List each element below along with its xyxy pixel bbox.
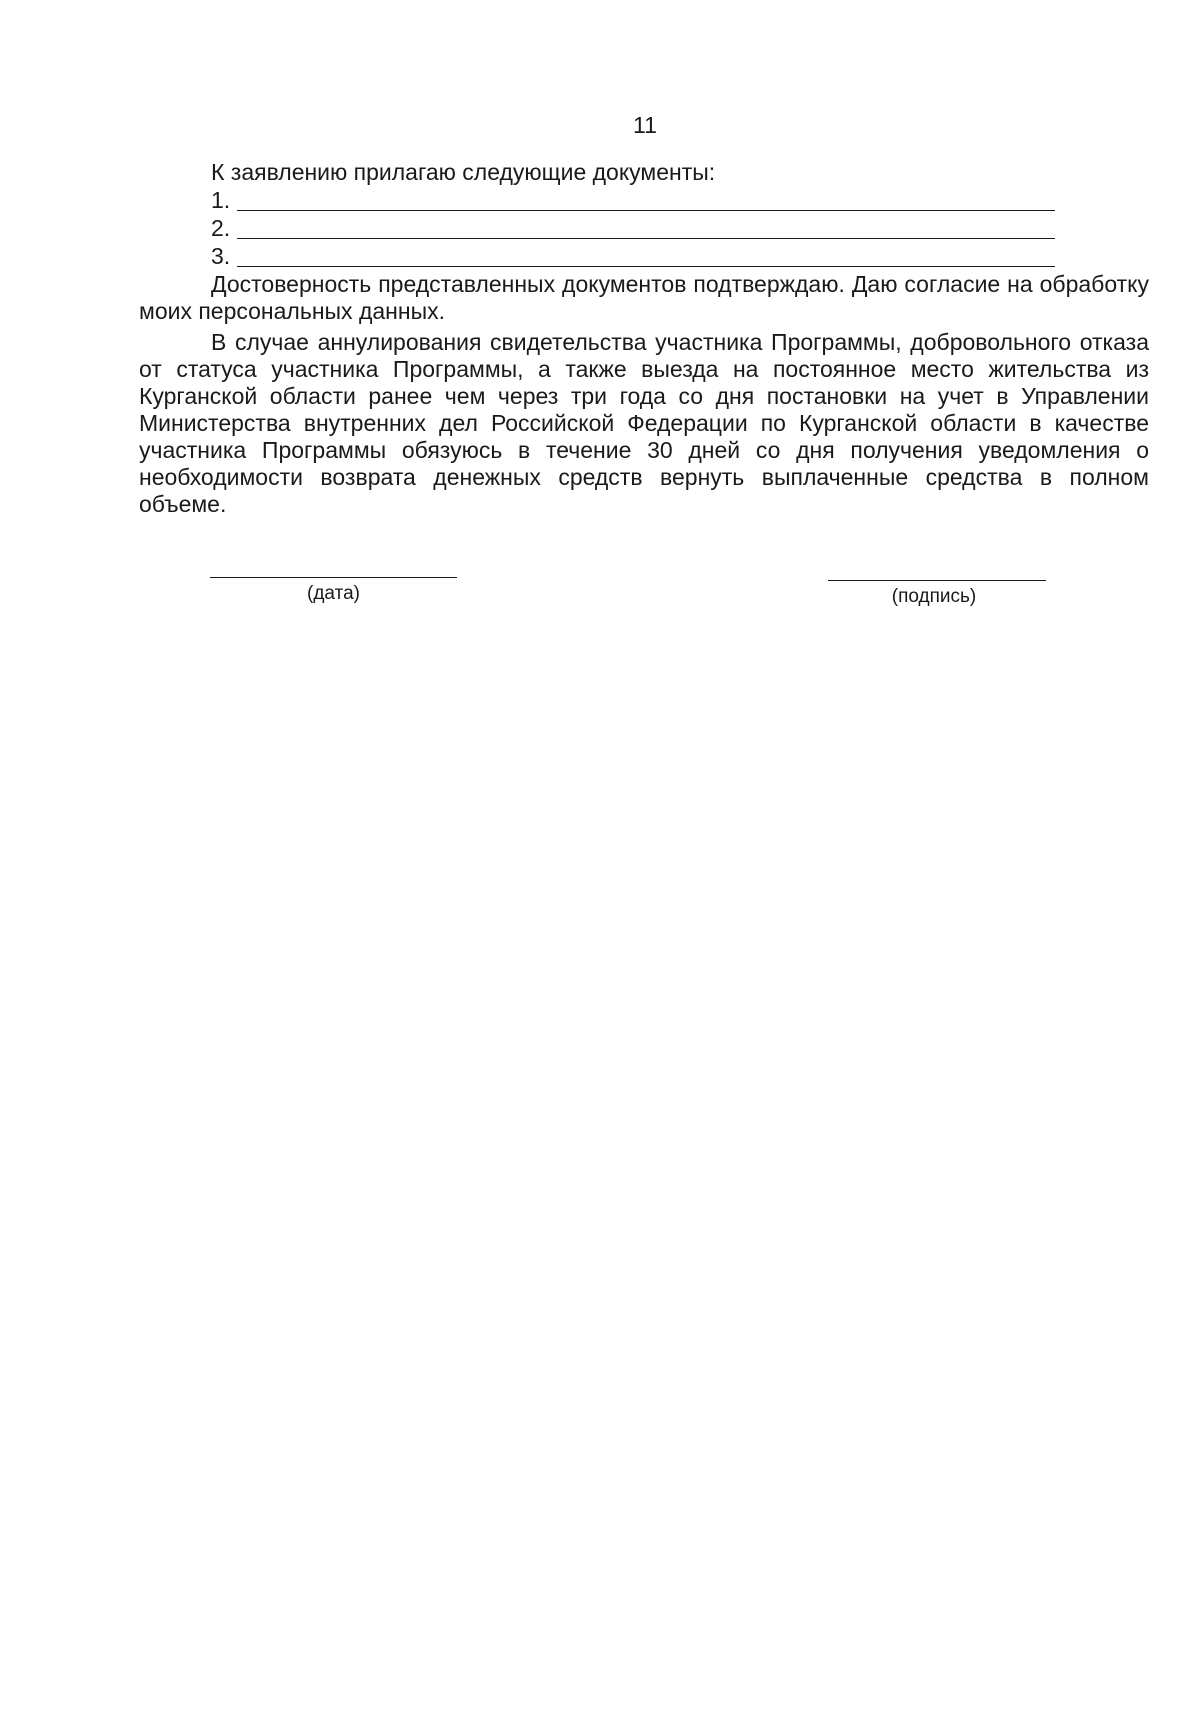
signature-caption: (подпись) xyxy=(891,586,977,607)
signature-blank-line xyxy=(828,580,1046,581)
page-number: 11 xyxy=(633,112,657,138)
attachment-line-3 xyxy=(211,243,1055,270)
attachment-number: 3. xyxy=(211,243,231,269)
consent-paragraph: Достоверность представленных документов подтверждаю. Даю согласие на обработку моих персональных данных. xyxy=(139,271,1149,324)
attachment-blank-field xyxy=(237,266,1055,267)
attachment-number: 1. xyxy=(211,187,231,213)
attachment-blank-field xyxy=(237,210,1055,211)
attachment-line-2 xyxy=(211,215,1055,242)
refund-obligation-paragraph: В случае аннулирования свидетельства участника Программы, добровольного отказа от статуса участника Программы, а также выезда на постоянное место жительства из Курганской области ранее чем через три года со дня постановки на учет в Управлении Министерства внутренних дел Российской Федерации по Курганской области в качестве участника Программы обязуюсь в течение 30 дней со дня получения уведомления о необходимости возврата денежных средств вернуть выплаченные средства в полном объеме. xyxy=(139,329,1149,517)
attachment-blank-field xyxy=(237,238,1055,239)
signature-field xyxy=(828,580,1046,620)
date-blank-line xyxy=(210,577,457,578)
attachments-intro: К заявлению прилагаю следующие документы: xyxy=(211,159,716,185)
attachment-number: 2. xyxy=(211,215,231,241)
attachment-line-1 xyxy=(211,187,1055,214)
date-caption: (дата) xyxy=(307,583,360,604)
date-field xyxy=(210,577,457,617)
